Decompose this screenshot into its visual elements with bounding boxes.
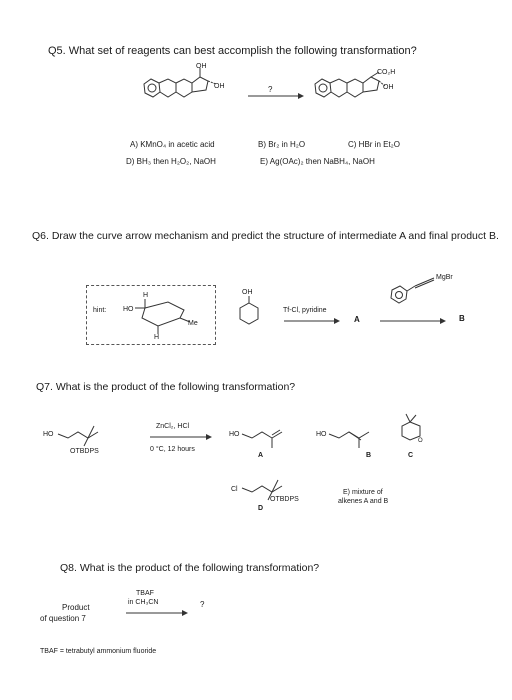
q6-oh-label: OH [242,289,253,296]
q7-reactant-otbdps-bond [84,438,88,446]
q6-grignard-aromatic-circle [396,292,403,299]
q5-option-e[interactable]: E) Ag(OAc)₂ then NaBH₄, NaOH [260,157,375,166]
q5-product-ring-3 [347,79,363,97]
q7-option-d-chain [242,486,282,492]
q6-hint-h-top: H [143,292,149,299]
q7-reagent-bottom: 0 °C, 12 hours [150,446,195,453]
q7-option-a-label[interactable]: A [258,452,264,459]
q7-option-b-structure [327,420,387,450]
q7-option-a-structure [240,420,300,450]
q5-product-co2h: CO₂H [377,69,396,76]
q5-option-b[interactable]: B) Br₂ in H₂O [258,140,306,149]
q6-question: Q6. Draw the curve arrow mechanism and predict the structure of intermediate A and final product B. [32,230,499,242]
q7-option-c-methyl-1 [406,414,410,422]
q5-option-c[interactable]: C) HBr in Et₂O [348,140,400,149]
q7-reactant-ho: HO [43,431,54,438]
q5-arrow [246,88,306,100]
q6-grignard-triple-1 [415,278,434,286]
q7-option-b-ho: HO [316,431,327,438]
q7-option-c-structure [392,412,432,448]
q5-reactant-oh-side: OH [214,83,225,90]
q7-question: Q7. What is the product of the following transformation? [36,381,296,393]
q5-product-aromatic-circle [319,84,327,92]
q8-footnote: TBAF = tetrabutyl ammonium fluoride [40,648,157,655]
q6-grignard-benzene [391,286,407,303]
q6-reagent: Tf-Cl, pyridine [283,307,327,314]
q6-product: B [459,314,465,323]
q6-hint-ring [142,302,184,326]
q7-option-a-ho: HO [229,431,240,438]
q6-arrow-1 [284,316,340,326]
q7-option-d-cl: Cl [231,486,238,493]
q6-arrow-2 [380,316,446,326]
q5-option-d[interactable]: D) BH₃ then H₂O₂, NaOH [126,157,216,166]
q5-reactant-ring-2 [159,79,176,97]
q5-reactant-benzene-ring [144,79,160,97]
q8-arrow [126,608,188,618]
q7-option-b-chain [329,432,369,438]
q5-option-a[interactable]: A) KMnO₄ in acetic acid [130,140,215,149]
q7-arrow [150,432,212,442]
q5-product-benzene-ring [315,79,331,97]
q5-reactant-ring-3 [176,79,192,97]
q5-product-ring-4 [363,77,379,92]
q7-option-c-label[interactable]: C [408,452,414,459]
q5-arrow-label: ? [268,85,273,94]
q7-option-d-label[interactable]: D [258,505,264,512]
q7-option-d-otbdps: OTBDPS [270,496,299,503]
q6-hint-label: hint: [93,307,107,314]
q5-product-ring-2 [330,79,347,97]
q6-hint-ho: HO [123,306,134,313]
q6-cyclohexane-ring [240,303,258,324]
q5-reactant-structure [130,62,240,112]
q7-reactant-structure [56,420,116,450]
q7-option-b-label[interactable]: B [366,452,372,459]
q5-reactant-oh-top: OH [196,63,207,70]
q7-option-a-double-1 [272,432,282,438]
q5-product-structure [305,62,425,112]
q6-grignard-label: MgBr [436,274,453,281]
q5-reactant-aromatic-circle [148,84,156,92]
q8-question: Q8. What is the product of the following transformation? [60,562,320,574]
q7-option-c-methyl-2 [410,415,416,422]
q8-product: ? [200,600,205,609]
q6-grignard-bond [407,286,415,291]
q7-option-a-chain [242,432,272,438]
q6-hint-h-bottom: H [154,334,160,341]
q7-reactant-otbdps: OTBDPS [70,448,99,455]
q7-reagent-top: ZnCl₂, HCl [156,423,190,430]
q8-reagent-bottom: in CH₃CN [128,599,159,606]
svg-text:O: O [418,438,423,444]
q7-option-e-line-2: alkenes A and B [338,498,389,505]
q6-hint-structure [110,288,210,340]
q7-option-e-line-1[interactable]: E) mixture of [343,489,383,496]
q5-question: Q5. What set of reagents can best accomplish the following transformation? [48,45,417,57]
q6-cyclohexanol [230,285,270,335]
q5-reactant-ring-4 [192,77,208,92]
q5-product-oh: OH [383,84,394,91]
q8-reactant-line-1: Product [62,603,90,612]
q7-reactant-chain [58,432,98,438]
q6-hint-me: Me [188,320,198,327]
q6-intermediate: A [354,315,360,324]
q8-reactant-line-2: of question 7 [40,614,86,623]
q6-grignard-triple-2 [415,280,434,288]
q8-reagent-top: TBAF [136,590,154,597]
